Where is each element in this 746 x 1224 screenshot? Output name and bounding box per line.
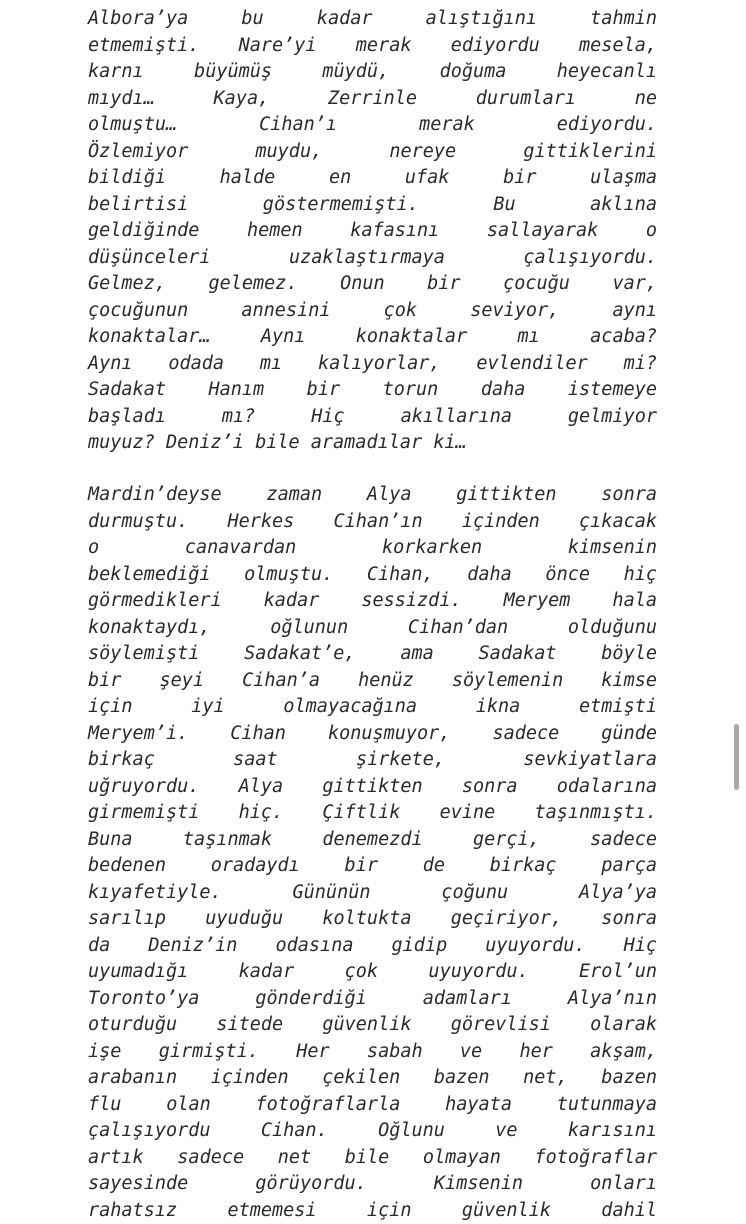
text-line: için iyi olmayacağına ikna etmişti — [88, 694, 657, 721]
text-line: Mardin’deyse zaman Alya gittikten sonra — [88, 482, 657, 509]
text-line: olmuştu… Cihan’ı merak ediyordu. — [88, 112, 657, 139]
text-line: girmemişti hiç. Çiftlik evine taşınmıştı. — [88, 800, 657, 827]
text-line: belirtisi göstermemişti. Bu aklına — [88, 192, 657, 219]
text-line: muyuz? Deniz’i bile aramadılar ki… — [88, 430, 657, 457]
text-line: Özlemiyor muydu, nereye gittiklerini — [88, 139, 657, 166]
text-line: sayesinde görüyordu. Kimsenin onları — [88, 1171, 657, 1198]
paragraph-2 — [88, 482, 657, 1224]
text-line: mıydı… Kaya, Zerrinle durumları ne — [88, 86, 657, 113]
text-line: o canavardan korkarken kimsenin — [88, 535, 657, 562]
text-line: düşünceleri uzaklaştırmaya çalışıyordu. — [88, 245, 657, 272]
text-line: Sadakat Hanım bir torun daha istemeye — [88, 377, 657, 404]
text-line: Meryem’i. Cihan konuşmuyor, sadece günde — [88, 721, 657, 748]
text-line: durmuştu. Herkes Cihan’ın içinden çıkacak — [88, 509, 657, 536]
text-line: da Deniz’in odasına gidip uyuyordu. Hiç — [88, 933, 657, 960]
text-line: beklemediği olmuştu. Cihan, daha önce hiç — [88, 562, 657, 589]
text-line: geldiğinde hemen kafasını sallayarak o — [88, 218, 657, 245]
paragraph-1 — [88, 6, 657, 457]
text-line: kıyafetiyle. Gününün çoğunu Alya’ya — [88, 880, 657, 907]
text-line: birkaç saat şirkete, sevkiyatlara — [88, 747, 657, 774]
text-line: Gelmez, gelemez. Onun bir çocuğu var, — [88, 271, 657, 298]
text-line: flu olan fotoğraflarla hayata tutunmaya — [88, 1092, 657, 1119]
text-line: görmedikleri kadar sessizdi. Meryem hala — [88, 588, 657, 615]
text-line: etmemişti. Nare’yi merak ediyordu mesela, — [88, 33, 657, 60]
text-line: sarılıp uyuduğu koltukta geçiriyor, sonra — [88, 906, 657, 933]
text-line: çalışıyordu Cihan. Oğlunu ve karısını — [88, 1118, 657, 1145]
text-line: bildiği halde en ufak bir ulaşma — [88, 165, 657, 192]
text-line: oturduğu sitede güvenlik görevlisi olarak — [88, 1012, 657, 1039]
text-line: konaktalar… Aynı konaktalar mı acaba? — [88, 324, 657, 351]
text-line: çocuğunun annesini çok seviyor, aynı — [88, 298, 657, 325]
text-line: artık sadece net bile olmayan fotoğraflar — [88, 1145, 657, 1172]
text-line: başladı mı? Hiç akıllarına gelmiyor — [88, 404, 657, 431]
text-line: Albora’ya bu kadar alıştığını tahmin — [88, 6, 657, 33]
text-line: karnı büyümüş müydü, doğuma heyecanlı — [88, 59, 657, 86]
text-line: konaktaydı, oğlunun Cihan’dan olduğunu — [88, 615, 657, 642]
text-line: Aynı odada mı kalıyorlar, evlendiler mi? — [88, 351, 657, 378]
text-line: uyumadığı kadar çok uyuyordu. Erol’un — [88, 959, 657, 986]
text-line: arabanın içinden çekilen bazen net, bazen — [88, 1065, 657, 1092]
text-line: rahatsız etmemesi için güvenlik dahil — [88, 1198, 657, 1224]
text-line: bedenen oradaydı bir de birkaç parça — [88, 853, 657, 880]
text-line: bir şeyi Cihan’a henüz söylemenin kimse — [88, 668, 657, 695]
text-line: Buna taşınmak denemezdi gerçi, sadece — [88, 827, 657, 854]
text-line: işe girmişti. Her sabah ve her akşam, — [88, 1039, 657, 1066]
scrollbar-thumb[interactable] — [734, 724, 739, 790]
text-line: Toronto’ya gönderdiği adamları Alya’nın — [88, 986, 657, 1013]
text-line: söylemişti Sadakat’e, ama Sadakat böyle — [88, 641, 657, 668]
text-line: uğruyordu. Alya gittikten sonra odalarına — [88, 774, 657, 801]
